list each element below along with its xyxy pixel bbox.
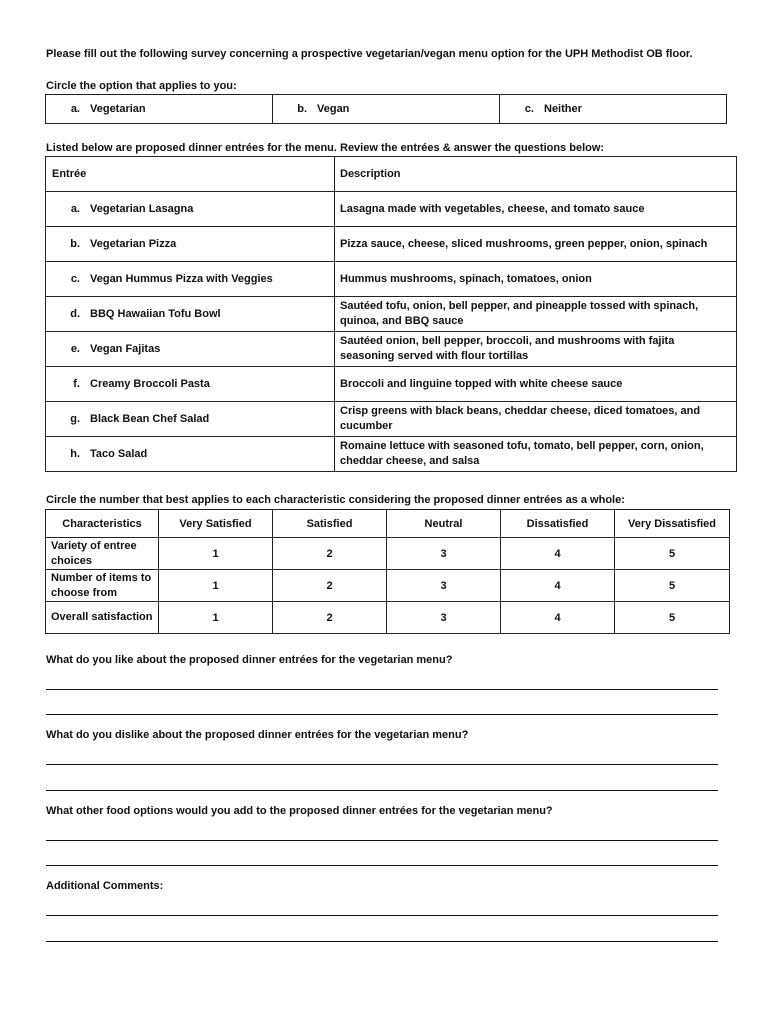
rating-option[interactable]: 2 bbox=[273, 570, 387, 602]
table-row bbox=[46, 437, 737, 472]
entree-description: Sautéed tofu, onion, bell pepper, and pineapple tossed with spinach, quinoa, and BBQ sauce bbox=[335, 297, 737, 332]
row-marker: e. bbox=[70, 343, 80, 355]
question-other: What other food options would you add to the proposed dinner entrées for the vegetarian menu? bbox=[46, 805, 553, 817]
option-label: Neither bbox=[544, 103, 582, 115]
rating-option[interactable]: 1 bbox=[159, 602, 273, 634]
table-row bbox=[46, 367, 737, 402]
rating-option[interactable]: 3 bbox=[387, 602, 501, 634]
rating-option[interactable]: 3 bbox=[387, 538, 501, 570]
additional-comments-label: Additional Comments: bbox=[46, 880, 164, 892]
answer-line[interactable] bbox=[46, 714, 718, 715]
entree-name: Vegan Hummus Pizza with Veggies bbox=[90, 273, 273, 285]
rating-table bbox=[45, 509, 730, 634]
diet-option-neither[interactable] bbox=[500, 95, 727, 124]
row-marker: g. bbox=[70, 413, 80, 425]
entree-name: BBQ Hawaiian Tofu Bowl bbox=[90, 308, 221, 320]
table-row bbox=[46, 297, 737, 332]
entree-description: Crisp greens with black beans, cheddar cheese, diced tomatoes, and cucumber bbox=[335, 402, 737, 437]
answer-line[interactable] bbox=[46, 764, 718, 765]
answer-line[interactable] bbox=[46, 689, 718, 690]
dissatisfied-header: Dissatisfied bbox=[501, 510, 615, 538]
rating-option[interactable]: 5 bbox=[615, 602, 730, 634]
row-marker: c. bbox=[70, 273, 80, 285]
entree-name: Black Bean Chef Salad bbox=[90, 413, 210, 425]
answer-line[interactable] bbox=[46, 941, 718, 942]
option-label: Vegan bbox=[317, 103, 350, 115]
entree-name: Vegetarian Pizza bbox=[90, 238, 177, 250]
answer-line[interactable] bbox=[46, 865, 718, 866]
rating-option[interactable]: 4 bbox=[501, 602, 615, 634]
option-marker: c. bbox=[524, 103, 534, 115]
description-header: Description bbox=[335, 157, 737, 192]
rating-option[interactable]: 1 bbox=[159, 570, 273, 602]
rating-option[interactable]: 5 bbox=[615, 570, 730, 602]
rating-option[interactable]: 4 bbox=[501, 538, 615, 570]
entrees-intro: Listed below are proposed dinner entrées for the menu. Review the entrées & answer the questions below: bbox=[46, 142, 605, 154]
satisfied-header: Satisfied bbox=[273, 510, 387, 538]
entree-description: Broccoli and linguine topped with white cheese sauce bbox=[335, 367, 737, 402]
row-marker: f. bbox=[73, 378, 80, 390]
characteristic-label: Number of items to choose from bbox=[46, 570, 159, 602]
entree-header: Entrée bbox=[46, 157, 335, 192]
rating-option[interactable]: 2 bbox=[273, 602, 387, 634]
rating-option[interactable]: 2 bbox=[273, 538, 387, 570]
row-marker: a. bbox=[70, 203, 80, 215]
rating-option[interactable]: 4 bbox=[501, 570, 615, 602]
question-dislike: What do you dislike about the proposed dinner entrées for the vegetarian menu? bbox=[46, 729, 469, 741]
answer-line[interactable] bbox=[46, 840, 718, 841]
characteristics-header: Characteristics bbox=[46, 510, 159, 538]
row-marker: d. bbox=[70, 308, 80, 320]
entree-name: Vegan Fajitas bbox=[90, 343, 161, 355]
circle-prompt: Circle the option that applies to you: bbox=[46, 80, 237, 92]
question-like: What do you like about the proposed dinner entrées for the vegetarian menu? bbox=[46, 654, 453, 666]
rating-intro: Circle the number that best applies to each characteristic considering the proposed dinner entrées as a whole: bbox=[46, 494, 625, 506]
diet-option-vegetarian[interactable] bbox=[46, 95, 273, 124]
answer-line[interactable] bbox=[46, 790, 718, 791]
survey-intro: Please fill out the following survey concerning a prospective vegetarian/vegan menu option for the UPH Methodist OB floor. bbox=[46, 48, 693, 60]
diet-options-table bbox=[45, 94, 727, 124]
table-row bbox=[46, 332, 737, 367]
very-satisfied-header: Very Satisfied bbox=[159, 510, 273, 538]
rating-row bbox=[46, 570, 730, 602]
rating-row bbox=[46, 538, 730, 570]
characteristic-label: Variety of entree choices bbox=[46, 538, 159, 570]
option-marker: a. bbox=[70, 103, 80, 115]
rating-option[interactable]: 5 bbox=[615, 538, 730, 570]
option-marker: b. bbox=[297, 103, 307, 115]
rating-row bbox=[46, 602, 730, 634]
very-dissatisfied-header: Very Dissatisfied bbox=[615, 510, 730, 538]
entree-name: Vegetarian Lasagna bbox=[90, 203, 194, 215]
table-row bbox=[46, 227, 737, 262]
table-row bbox=[46, 402, 737, 437]
table-row bbox=[46, 192, 737, 227]
row-marker: h. bbox=[70, 448, 80, 460]
entree-description: Sautéed onion, bell pepper, broccoli, and mushrooms with fajita seasoning served with flour tortillas bbox=[335, 332, 737, 367]
entree-description: Hummus mushrooms, spinach, tomatoes, onion bbox=[335, 262, 737, 297]
rating-option[interactable]: 1 bbox=[159, 538, 273, 570]
characteristic-label: Overall satisfaction bbox=[46, 602, 159, 634]
rating-option[interactable]: 3 bbox=[387, 570, 501, 602]
entree-description: Pizza sauce, cheese, sliced mushrooms, green pepper, onion, spinach bbox=[335, 227, 737, 262]
entree-name: Taco Salad bbox=[90, 448, 148, 460]
diet-option-vegan[interactable] bbox=[273, 95, 500, 124]
entree-description: Lasagna made with vegetables, cheese, and tomato sauce bbox=[335, 192, 737, 227]
table-row bbox=[46, 262, 737, 297]
option-label: Vegetarian bbox=[90, 103, 146, 115]
entree-name: Creamy Broccoli Pasta bbox=[90, 378, 210, 390]
answer-line[interactable] bbox=[46, 915, 718, 916]
entree-description: Romaine lettuce with seasoned tofu, tomato, bell pepper, corn, onion, cheddar cheese, and salsa bbox=[335, 437, 737, 472]
neutral-header: Neutral bbox=[387, 510, 501, 538]
row-marker: b. bbox=[70, 238, 80, 250]
entree-table bbox=[45, 156, 737, 472]
